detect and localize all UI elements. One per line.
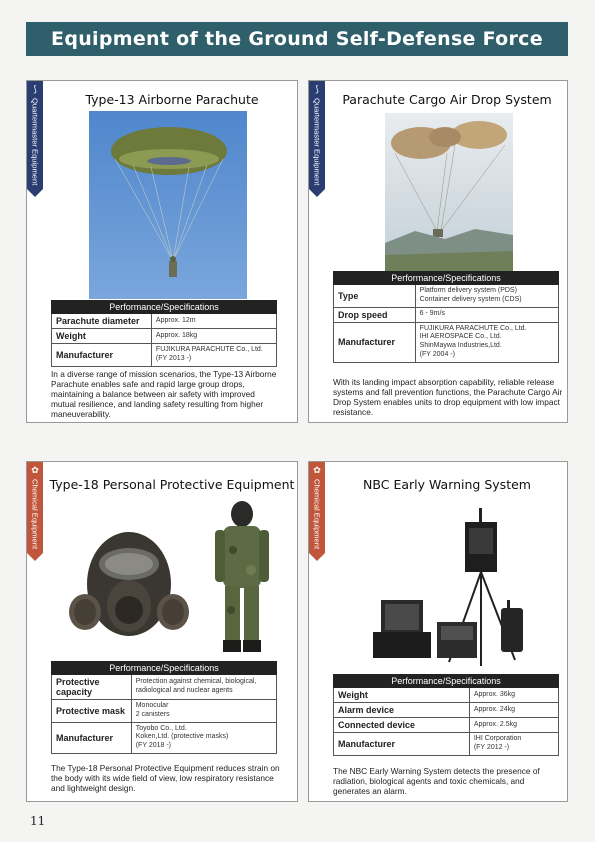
spec-key: Manufacturer xyxy=(52,344,152,367)
spec-value: FUJIKURA PARACHUTE Co., Ltd. IHI AEROSPACE Co., Ltd. ShinMaywa Industries,Ltd. (FY 2004 -) xyxy=(415,322,558,362)
table-row xyxy=(334,307,559,322)
category-label: Quartermaster Equipment xyxy=(312,98,322,186)
spec-value: Toyobo Co., Ltd. Koken,Ltd. (protective masks) (FY 2018 -) xyxy=(131,722,276,753)
category-tab xyxy=(27,462,43,561)
panel-description: In a diverse range of mission scenarios, the Type-13 Airborne Parachute enables safe and rapid large group drops, maintaining a balance between air safety with improved mutual resilience, and landing safety resulting from higher maneuverability. xyxy=(51,369,277,419)
table-row xyxy=(52,675,277,700)
spec-key: Alarm device xyxy=(334,703,470,718)
panel-title: Type-13 Airborne Parachute xyxy=(85,92,259,107)
spec-table xyxy=(333,271,559,363)
spec-header: Performance/Specifications xyxy=(52,301,277,314)
spec-key: Protective capacity xyxy=(52,675,132,700)
chemical-icon: ✿ xyxy=(31,465,39,475)
spec-table xyxy=(51,300,277,367)
table-row xyxy=(334,703,559,718)
spec-key: Drop speed xyxy=(334,307,416,322)
table-row xyxy=(52,700,277,723)
panel-description: The NBC Early Warning System detects the presence of radiation, biological agents and toxic chemicals, and generates an alarm. xyxy=(333,766,540,796)
table-row xyxy=(334,733,559,756)
quartermaster-icon: ⟆ xyxy=(33,84,37,94)
spec-value: Approx. 12m xyxy=(151,314,276,329)
table-row xyxy=(334,718,559,733)
table-row xyxy=(52,722,277,753)
panel-nbc-early-warning xyxy=(308,461,568,802)
category-label: Quartermaster Equipment xyxy=(30,98,40,186)
category-tab xyxy=(309,462,325,561)
table-row xyxy=(52,329,277,344)
category-label: Chemical Equipment xyxy=(312,479,322,550)
panel-type13-parachute xyxy=(26,80,298,423)
spec-value: FUJIKURA PARACHUTE Co., Ltd. (FY 2013 -) xyxy=(151,344,276,367)
parachute-photo xyxy=(89,111,247,299)
spec-key: Weight xyxy=(52,329,152,344)
table-row xyxy=(52,314,277,329)
spec-value: Approx. 24kg xyxy=(469,703,558,718)
cargo-drop-photo xyxy=(385,113,513,271)
panel-cargo-air-drop xyxy=(308,80,568,423)
spec-table xyxy=(333,674,559,756)
panel-title: Parachute Cargo Air Drop System xyxy=(342,92,552,107)
panel-description: With its landing impact absorption capability, reliable release systems and fall prevention functions, the Parachute Cargo Air Drop System enables units to drop equipment with low impact resistance. xyxy=(333,377,563,417)
spec-value: Approx. 36kg xyxy=(469,688,558,703)
spec-value: Protection against chemical, biological, radiological and nuclear agents xyxy=(131,675,276,700)
page-number: 11 xyxy=(30,814,46,828)
panel-description: The Type-18 Personal Protective Equipment reduces strain on the body with its wide field of view, low respiratory resistance and lightweight design. xyxy=(51,763,280,793)
spec-value: IHI Corporation (FY 2012 -) xyxy=(469,733,558,756)
category-label: Chemical Equipment xyxy=(30,479,40,550)
spec-header: Performance/Specifications xyxy=(52,662,277,675)
spec-key: Protective mask xyxy=(52,700,132,723)
table-row xyxy=(334,688,559,703)
table-row xyxy=(334,322,559,362)
table-row xyxy=(52,344,277,367)
spec-value: Approx. 2.5kg xyxy=(469,718,558,733)
spec-key: Weight xyxy=(334,688,470,703)
spec-value: Monocular 2 canisters xyxy=(131,700,276,723)
panel-title: NBC Early Warning System xyxy=(363,477,531,492)
spec-value: 6 - 9m/s xyxy=(415,307,558,322)
spec-key: Connected device xyxy=(334,718,470,733)
protective-mask-photo xyxy=(67,524,191,648)
spec-table xyxy=(51,661,277,754)
protective-suit-photo xyxy=(211,500,273,656)
category-tab xyxy=(309,81,325,197)
chemical-icon: ✿ xyxy=(313,465,321,475)
spec-header: Performance/Specifications xyxy=(334,272,559,285)
page-title: Equipment of the Ground Self-Defense Force xyxy=(26,22,568,56)
spec-key: Manufacturer xyxy=(52,722,132,753)
panel-title: Type-18 Personal Protective Equipment xyxy=(49,477,295,492)
spec-header: Performance/Specifications xyxy=(334,675,559,688)
spec-value: Platform delivery system (PDS) Container delivery system (CDS) xyxy=(415,285,558,308)
spec-value: Approx. 18kg xyxy=(151,329,276,344)
table-row xyxy=(334,285,559,308)
panel-type18-ppe xyxy=(26,461,298,802)
spec-key: Manufacturer xyxy=(334,322,416,362)
spec-key: Parachute diameter xyxy=(52,314,152,329)
nbc-system-photo xyxy=(369,504,539,666)
spec-key: Type xyxy=(334,285,416,308)
category-tab xyxy=(27,81,43,197)
spec-key: Manufacturer xyxy=(334,733,470,756)
quartermaster-icon: ⟆ xyxy=(315,84,319,94)
